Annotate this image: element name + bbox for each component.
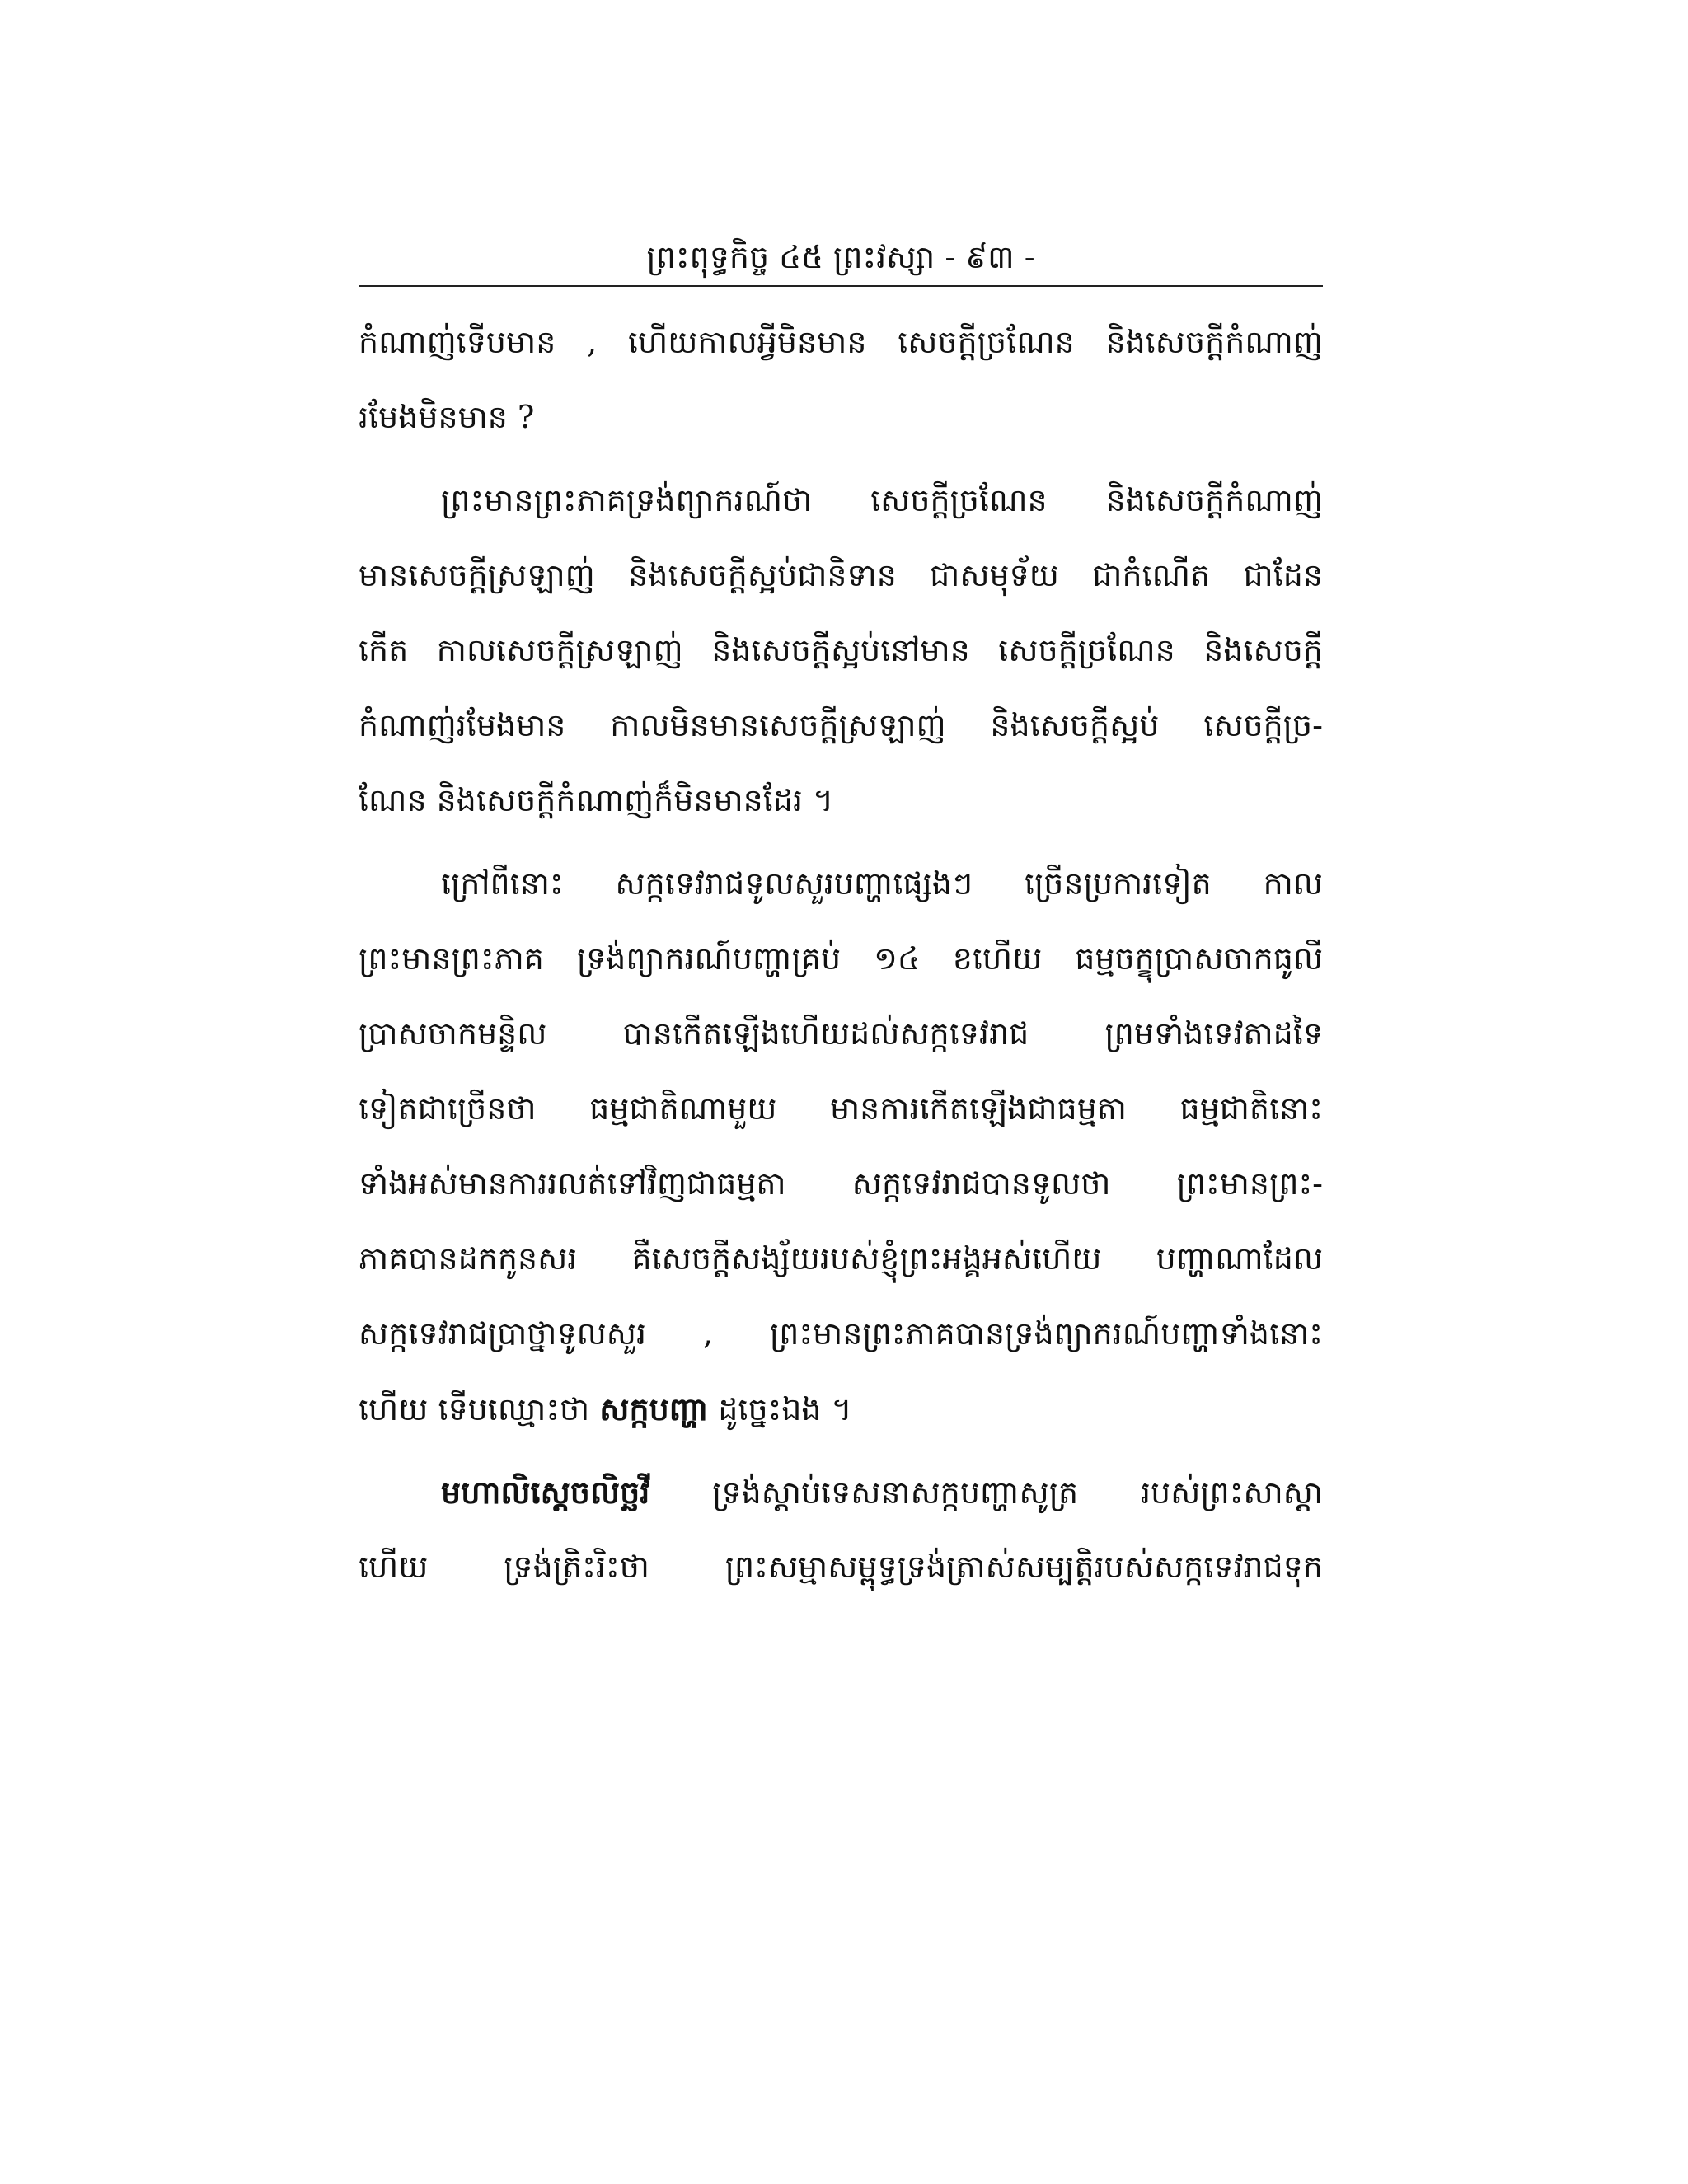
text-line: ទាំងអស់មានការរលត់ទៅវិញជាធម្មតា សក្កទេវរាជបានទូលថា ព្រះមានព្រះ- (359, 1165, 1323, 1202)
running-header: ព្រះពុទ្ធកិច្ច ៤៥ ព្រះវស្សា - ៩៣ - (646, 239, 1035, 275)
bold-term: សក្កបញ្ហា (599, 1390, 709, 1427)
text-line: ទៀតជាច្រើនថា ធម្មជាតិណាមួយ មានការកើតឡើងជាធម្មតា ធម្មជាតិនោះ (359, 1090, 1323, 1127)
text-line (359, 1455, 1323, 1530)
text-segment: ទ្រង់ស្ដាប់ទេសនាសក្កបញ្ហាសូត្រ របស់ព្រះសាស្ដា (649, 1474, 1323, 1511)
body-text (359, 305, 1323, 1605)
paragraph-gap (359, 838, 1323, 846)
text-line: ណែន និងសេចក្ដីកំណាញ់ក៏មិនមានដែរ ។ (359, 782, 834, 818)
text-line: ប្រាសចាកមន្ទិល បានកើតឡើងហើយដល់សក្កទេវរាជ ព្រមទាំងទេវតាដទៃ (359, 1015, 1323, 1052)
paragraph-gap (359, 1446, 1323, 1455)
text-line: ភាគបានដកកូនសរ គឺសេចក្ដីសង្ស័យរបស់ខ្ញុំព្រះអង្គអស់ហើយ បញ្ហាណាដែល (359, 1240, 1323, 1277)
text-line: ព្រះមានព្រះភាគទ្រង់ព្យាករណ៍ថា សេចក្ដីច្រណែន និងសេចក្ដីកំណាញ់ (441, 482, 1323, 518)
header-rule (359, 285, 1323, 287)
text-segment: ដូច្នេះឯង ។ (708, 1391, 852, 1427)
paragraph-gap (359, 455, 1323, 463)
bold-term: មហាលិស្ដេចលិច្ឆវី (441, 1474, 650, 1511)
text-line: ព្រះមានព្រះភាគ ទ្រង់ព្យាករណ៍បញ្ហាគ្រប់ ១៤ ខហើយ ធម្មចក្ខុប្រាសចាកធូលី (359, 940, 1323, 977)
text-line (359, 1371, 1323, 1446)
text-line: កំណាញ់ទើបមាន , ហើយកាលអ្វីមិនមាន សេចក្ដីច្រណែន និងសេចក្ដីកំណាញ់ (359, 324, 1323, 360)
text-segment: ហើយ ទើបឈ្មោះថា (359, 1391, 600, 1427)
text-line: រមែងមិនមាន ? (359, 399, 535, 435)
text-line: សក្កទេវរាជប្រាថ្នាទូលសួរ , ព្រះមានព្រះភាគបានទ្រង់ព្យាករណ៍បញ្ហាទាំងនោះ (359, 1315, 1323, 1352)
text-line: មានសេចក្ដីស្រឡាញ់ និងសេចក្ដីស្អប់ជានិទាន ជាសមុទ័យ ជាកំណើត ជាដែន (359, 557, 1323, 593)
text-line: កើត កាលសេចក្ដីស្រឡាញ់ និងសេចក្ដីស្អប់នៅមាន សេចក្ដីច្រណែន និងសេចក្ដី (359, 632, 1323, 668)
text-line: ហើយ ទ្រង់ត្រិះរិះថា ព្រះសម្មាសម្ពុទ្ធទ្រង់ត្រាស់សម្បត្តិរបស់សក្កទេវរាជទុក (359, 1549, 1323, 1585)
text-line: ក្រៅពីនោះ សក្កទេវរាជទូលសួរបញ្ហាផ្សេងៗ ច្រើនប្រការទៀត កាល (441, 865, 1323, 902)
text-line: កំណាញ់រមែងមាន កាលមិនមានសេចក្ដីស្រឡាញ់ និងសេចក្ដីស្អប់ សេចក្ដីច្រ- (359, 707, 1323, 743)
